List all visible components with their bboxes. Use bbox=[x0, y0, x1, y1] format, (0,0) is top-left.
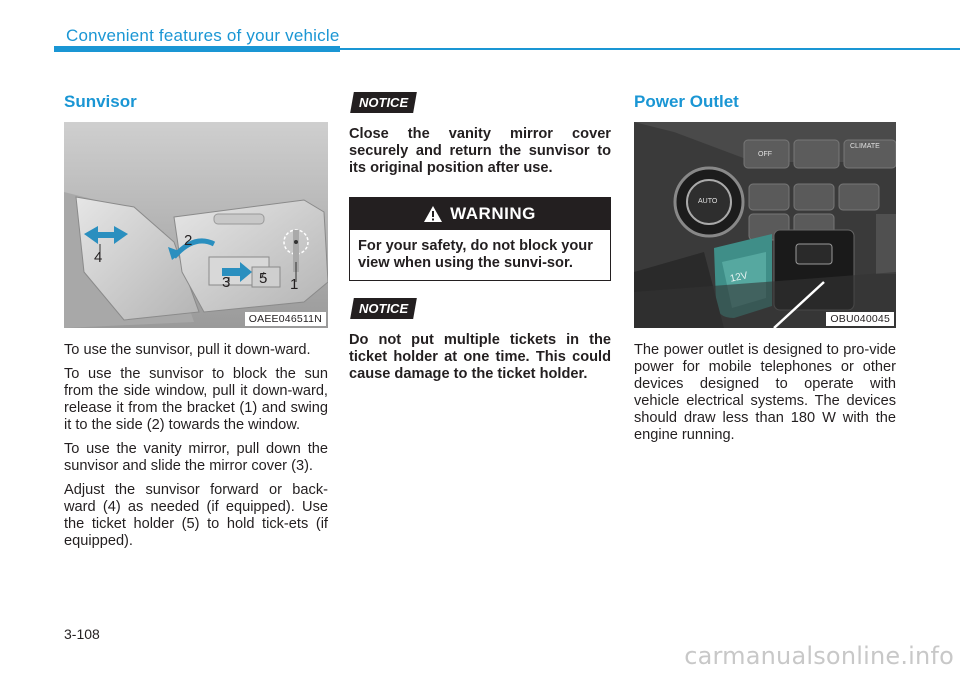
power-outlet-heading: Power Outlet bbox=[634, 92, 739, 111]
sunvisor-illustration bbox=[64, 122, 328, 328]
outlet-12v-label: 12V bbox=[729, 270, 749, 285]
callout-4: 4 bbox=[94, 249, 103, 266]
power-outlet-column bbox=[634, 92, 896, 451]
notice-text: Close the vanity mirror cover securely and return the sunvisor to its original position after use. bbox=[349, 126, 611, 176]
power-outlet-figure bbox=[634, 122, 896, 328]
sunvisor-figure-code: OAEE046511N bbox=[245, 312, 326, 326]
sunvisor-heading: Sunvisor bbox=[64, 92, 137, 111]
warning-triangle-icon bbox=[424, 206, 442, 222]
callout-2: 2 bbox=[184, 232, 193, 249]
warning-box bbox=[349, 197, 611, 281]
sunvisor-paragraph: To use the vanity mirror, pull down the sunvisor and slide the mirror cover (3). bbox=[64, 441, 328, 474]
power-outlet-figure-code: OBU040045 bbox=[826, 312, 894, 326]
sunvisor-text bbox=[64, 342, 328, 550]
header-rule bbox=[340, 48, 960, 50]
climate-button-label: CLIMATE bbox=[850, 143, 880, 150]
callout-3: 3 bbox=[222, 274, 231, 291]
warning-header bbox=[350, 198, 610, 230]
callout-5: 5 bbox=[259, 270, 268, 287]
notice-badge: NOTICE bbox=[350, 298, 417, 319]
sunvisor-figure bbox=[64, 122, 328, 328]
page-number: 3-108 bbox=[64, 626, 100, 642]
sunvisor-column bbox=[64, 92, 328, 557]
power-outlet-paragraph: The power outlet is designed to pro-vide power for mobile telephones or other devices designed to operate with vehicle electrical systems. The devices should draw less than 180 W with the engine running. bbox=[634, 342, 896, 443]
notice-text: Do not put multiple tickets in the ticket holder at one time. This could cause damage to the ticket holder. bbox=[349, 332, 611, 382]
notices-column bbox=[349, 92, 611, 383]
section-header-title: Convenient features of your vehicle bbox=[66, 26, 340, 45]
notice-badge: NOTICE bbox=[350, 92, 417, 113]
warning-text: For your safety, do not block your view when using the sunvi-sor. bbox=[358, 238, 593, 271]
off-button-label: OFF bbox=[758, 151, 772, 158]
callout-1: 1 bbox=[290, 276, 299, 293]
header-bar bbox=[54, 46, 340, 52]
sunvisor-paragraph: To use the sunvisor to block the sun from the side window, pull it down-ward, release it from the bracket (1) and swing it to the side (2) towards the window. bbox=[64, 366, 328, 433]
sunvisor-paragraph: To use the sunvisor, pull it down-ward. bbox=[64, 342, 311, 358]
auto-knob-label: AUTO bbox=[698, 198, 718, 205]
watermark: carmanualsonline.info bbox=[684, 642, 954, 670]
power-outlet-text bbox=[634, 342, 896, 444]
warning-label: WARNING bbox=[450, 204, 536, 223]
sunvisor-paragraph: Adjust the sunvisor forward or back-ward (4) as needed (if equipped). Use the ticket holder (5) to hold tick-ets (if equipped). bbox=[64, 482, 328, 549]
